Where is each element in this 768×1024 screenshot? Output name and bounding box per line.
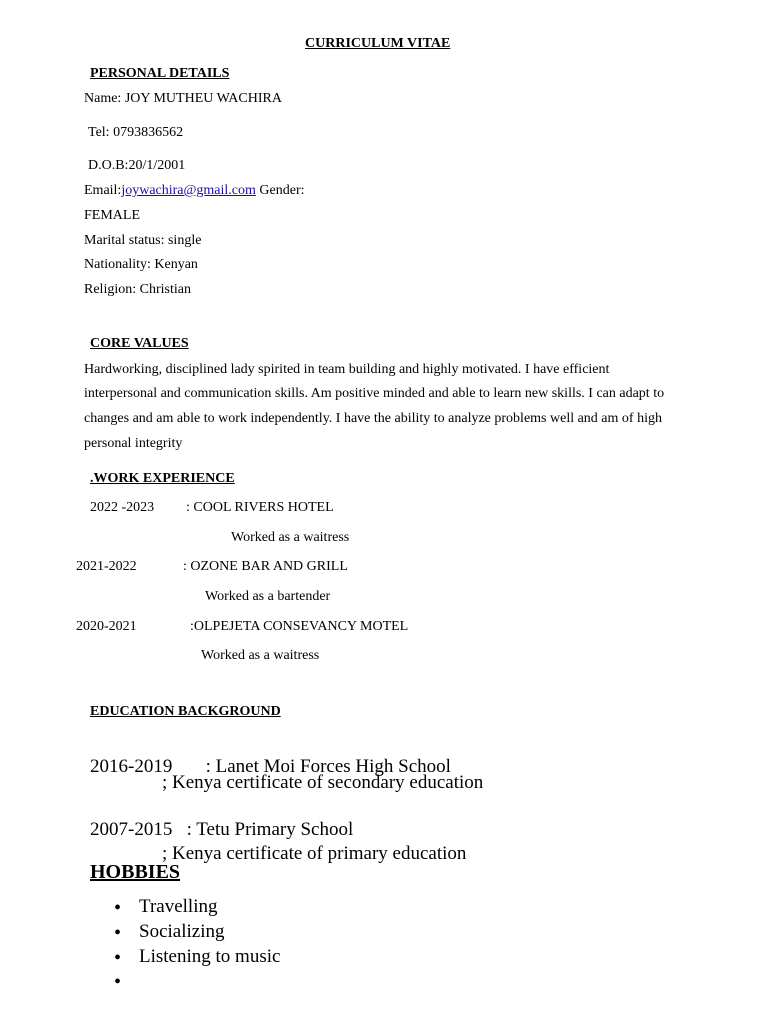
- bullet-icon: •: [114, 971, 122, 993]
- religion-line: Religion: Christian: [84, 282, 191, 297]
- email-link[interactable]: joywachira@gmail.com: [121, 183, 256, 198]
- personal-details-heading: PERSONAL DETAILS: [90, 66, 230, 81]
- core-values-line: interpersonal and communication skills. Am positive minded and able to learn new skills. I can adapt to: [84, 386, 665, 401]
- core-values-line: Hardworking, disciplined lady spirited in team building and highly motivated. I have efficient: [84, 362, 610, 377]
- work-place: :OLPEJETA CONSEVANCY MOTEL: [190, 619, 409, 634]
- gender-value: FEMALE: [84, 208, 140, 223]
- work-place: : OZONE BAR AND GRILL: [183, 559, 348, 574]
- email-line: [84, 184, 305, 198]
- education-certificate: ; Kenya certificate of secondary education: [162, 772, 484, 793]
- hobby-item: Socializing: [139, 921, 225, 942]
- work-years: 2022 -2023: [90, 500, 155, 515]
- education-entry: 2016-2019 : Lanet Moi Forces High School: [90, 756, 451, 777]
- tel-line: Tel: 0793836562: [88, 125, 184, 140]
- hobbies-heading: HOBBIES: [90, 861, 181, 883]
- work-role: Worked as a bartender: [205, 589, 331, 604]
- marital-status-line: Marital status: single: [84, 233, 202, 248]
- education-entry: 2007-2015 : Tetu Primary School: [90, 819, 354, 840]
- bullet-icon: •: [114, 897, 122, 919]
- hobby-item: Travelling: [139, 896, 218, 917]
- dob-line: D.O.B:20/1/2001: [88, 158, 186, 173]
- work-years: 2021-2022: [76, 559, 137, 574]
- work-role: Worked as a waitress: [201, 648, 320, 663]
- core-values-line: personal integrity: [84, 436, 183, 451]
- work-experience-heading: .WORK EXPERIENCE: [90, 471, 235, 486]
- document-title: CURRICULUM VITAE: [305, 36, 451, 51]
- core-values-line: changes and am able to work independently. I have the ability to analyze problems well and am of high: [84, 411, 662, 426]
- core-values-heading: CORE VALUES: [90, 336, 189, 351]
- bullet-icon: •: [114, 947, 122, 969]
- email-label: Email:: [84, 183, 122, 198]
- work-years: 2020-2021: [76, 619, 137, 634]
- bullet-icon: •: [114, 922, 122, 944]
- education-certificate: ; Kenya certificate of primary education: [162, 843, 467, 864]
- nationality-line: Nationality: Kenyan: [84, 257, 198, 272]
- work-role: Worked as a waitress: [231, 530, 350, 545]
- hobby-item: Listening to music: [139, 946, 281, 967]
- name-line: Name: JOY MUTHEU WACHIRA: [84, 91, 282, 106]
- education-heading: EDUCATION BACKGROUND: [90, 704, 281, 719]
- gender-label: Gender:: [255, 183, 305, 198]
- work-place: : COOL RIVERS HOTEL: [186, 500, 334, 515]
